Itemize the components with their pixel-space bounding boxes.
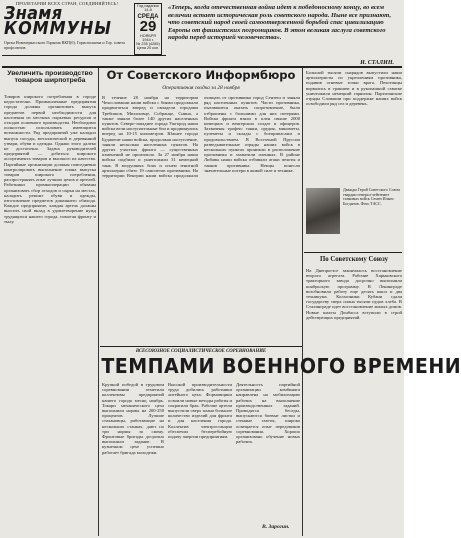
column-divider <box>98 68 99 536</box>
portrait-photo <box>306 188 340 234</box>
competition-col-3: Деятельность партийной организации комбината направлена на мобилизацию рабочих на выполнение производственных заданий. Проводятся беседы, выпускаются боевые листки и стенные газеты, широко освещается опыт передовиков соревнования. Хорошо организовано обучение новых рабочих. <box>236 382 300 445</box>
left-article-body: Товаров широкого потребления в городе недостаточно. Промышленные предприятия города должны организовать выпуск предметов первой необходимости для населения из местных сырьевых ресурсов и отходов основного производства. Необходимо полностью использовать имеющиеся возможности. Ряд предприятий уже наладил выпуск посуды, металлической и деревянной утвари, обуви и одежды. Однако этого далеко не достаточно. Задача руководителей предприятий — добиться широкого ассортимента товаров и высокого их качества. Партийные организации должны повседневно контролировать выполнение плана выпуска товаров широкого потребления, распространять опыт лучших цехов и артелей. Работники промкооперации обязаны организовать сбор отходов и сырья на местах, наладить ремонт обуви и одежды, изготовление предметов домашнего обихода. Каждое предприятие, каждая артель должны вносить свой вклад в удовлетворение нужд трудящихся нашего города, помогая фронту и тылу. <box>4 94 96 224</box>
masthead-motto: ПРОЛЕТАРИИ ВСЕХ СТРАН, СОЕДИНЯЙТЕСЬ! <box>15 1 119 6</box>
quote-author: И. СТАЛИН. <box>360 60 394 66</box>
informbureau-heading: От Советского Информбюро <box>106 68 296 82</box>
right-column-body-bottom: На Днепрогэсе закончилось восстановление второго агрегата. Рабочие Харьковского тракторного завода досрочно выполнили ноябрьскую программу. В Ленинграде возобновили работу еще десять школ и два техникума. Колхозники Кубани сдали государству сверх плана тысячи пудов хлеба. В Сталинграде идет восстановление жилых домов. Новые шахты Донбасса вступили в строй действующих предприятий. <box>306 268 402 320</box>
stalin-quote: «Теперь, когда отечественная война идет к победоносному концу, во всем величии встает историческая роль советского народа. Ныне все признают, что советский народ своей самоотверженной борьбой спас цивилизацию Европы от фашистских погромщиков. В этом великая заслуга советского народа перед историей человечества». <box>168 4 392 42</box>
photo-caption: Дважды Герой Советского Союза гвардии генерал-лейтенант танковых войск Семен Ильич Богданов. Фото ТАСС. <box>343 187 400 206</box>
column-divider <box>302 68 303 536</box>
newspaper-title-line1: Знамя <box>4 4 63 24</box>
masthead-divider <box>2 55 166 56</box>
issue-weekday: СРЕДА <box>137 13 159 20</box>
right-column-divider <box>304 252 402 253</box>
informbureau-lead: Оперативная сводка за 28 ноября <box>162 85 240 91</box>
issue-price: Цена 20 коп. <box>136 46 160 51</box>
competition-col-2: Высокой производительности труда добились работники литейного цеха. Формовщики освоили новые методы работы и сократили брак. Рабочие артели выпустили сверх плана большое количество изделий для фронта и для населения города. Коллектив электростанции обеспечил бесперебойную подачу энергии предприятиям. <box>168 382 232 440</box>
issue-number: № 235 (4285) <box>136 42 160 47</box>
bottom-divider <box>100 346 302 347</box>
newspaper-title-line2: КОММУНЫ <box>4 19 112 39</box>
competition-col-1: Крупной победой в трудовом соревновании отметили коллективы предприятий нашего города месяц ноябрь. Токари механического цеха выполнили нормы на 200-250 процентов. Лучшие стахановцы, работающие на нескольких станках, дают по три нормы за смену. Фронтовые бригады досрочно выполнили задание. В кузнечном цехе успешно работает бригада молодежи. <box>102 382 164 455</box>
issue-day: 29 <box>139 17 157 35</box>
issue-month: НОЯБРЯ <box>139 33 157 38</box>
competition-heading: ТЕМПАМИ ВОЕННОГО ВРЕМЕНИ <box>101 354 461 378</box>
issue-date-box <box>134 3 162 55</box>
left-article-title: Увеличить производство товаров ширпотреба <box>7 70 93 85</box>
informbureau-body: В течение 28 ноября на территории Чехословакии наши войска с боями продолжали продвигаться вперед и овладели городами Требишов, Михаловце, Собранце, Снина, а также заняли более 140 других населенных пунктов. Северо-западнее города Ужгород наши войска вели наступательные бои и продвинулись вперед на 10-15 километров. Южнее города Будапешт наши войска, продолжая наступление, заняли несколько населенных пунктов. На других участках фронта — существенных изменений не произошло. За 27 ноября наши войска подбили и уничтожили 31 немецкий танк. В воздушных боях и огнем зенитной артиллерии сбито 19 самолетов противника. На территории Венгрии наши войска продолжали очищать от противника город Сентеш и заняли ряд населенных пунктов. Части противника, пытавшиеся оказать сопротивление, были отброшены с большими для них потерями. Войска фронта взяли в плен свыше 2000 немецких и венгерских солдат и офицеров. Захвачены трофеи: танки, орудия, минометы, пулеметы и склады с боеприпасами и продовольствием. В Восточной Пруссии разведывательные отряды наших войск в нескольких пунктах проникли в расположение противника и захватили пленных. В районе Либавы наши войска отбивали атаки пехоты и танков противника. Немцы понесли значительные потери в живой силе и технике. <box>102 95 300 179</box>
competition-subheading: ВСЕСОЮЗНОЕ СОЦИАЛИСТИЧЕСКОЕ СОРЕВНОВАНИЕ <box>135 349 267 354</box>
article-signature: В. Зарогин. <box>262 524 290 530</box>
masthead-subtitle: Орган Новочеркасского Горкома ВКП(б), Горисполкома и Гор. совета профсоюзов <box>4 40 125 50</box>
issue-year-info: Год издания 14-й <box>137 4 159 13</box>
issue-year: 1944 г. <box>142 37 154 42</box>
newspaper-title <box>4 4 130 39</box>
right-column-body-top: Большой тысячи снарядов выпустили наши артиллеристы по укреплениям противника, подавив огневые точки врага. Пехотинцы ворвались в траншеи и в рукопашной схватке уничтожили немецкий гарнизон. Партизанские отряды Словакии при поддержке наших войск освободили ряд сел и деревень. <box>306 70 402 107</box>
right-column-heading: По Советскому Союзу <box>320 256 388 263</box>
